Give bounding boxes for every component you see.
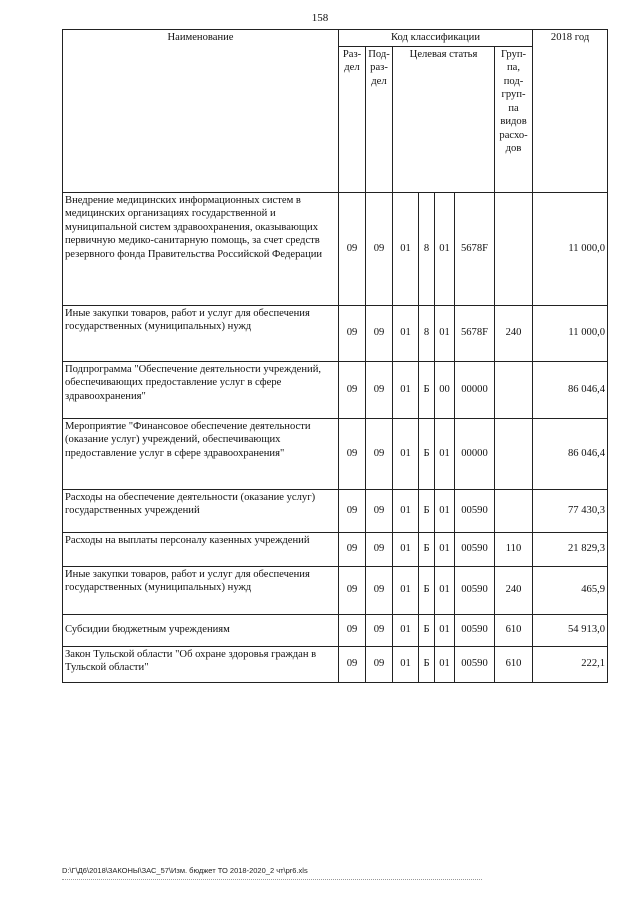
row-target-direction: 00590 [455,614,495,646]
table-row [63,646,608,682]
row-podrazdel: 09 [366,489,393,532]
row-target-program: 01 [393,532,419,566]
row-target-subprogram: Б [419,566,435,614]
table-row [63,305,608,361]
row-target-direction: 00000 [455,418,495,489]
header-group: Груп-па, под-груп-па видов расхо-дов [495,46,533,192]
row-group [495,418,533,489]
row-group [495,489,533,532]
row-target-direction: 00590 [455,646,495,682]
row-amount: 222,1 [533,646,608,682]
row-razdel: 09 [339,566,366,614]
row-target-event: 01 [435,532,455,566]
footer-divider [62,879,482,881]
table-row [63,614,608,646]
row-target-program: 01 [393,489,419,532]
row-group: 240 [495,566,533,614]
row-target-program: 01 [393,192,419,305]
row-name: Субсидии бюджетным учреждениям [63,614,339,646]
row-target-event: 00 [435,361,455,418]
row-group: 610 [495,614,533,646]
row-razdel: 09 [339,532,366,566]
header-year: 2018 год [533,30,608,193]
row-amount: 21 829,3 [533,532,608,566]
row-target-program: 01 [393,566,419,614]
header-name: Наименование [63,30,339,193]
row-target-subprogram: Б [419,646,435,682]
row-name: Подпрограмма "Обеспечение деятельности учреждений, обеспечивающих предоставление услуг в сфере здравоохранения" [63,361,339,418]
row-podrazdel: 09 [366,418,393,489]
row-name: Иные закупки товаров, работ и услуг для обеспечения государственных (муниципальных) нужд [63,566,339,614]
row-podrazdel: 09 [366,614,393,646]
table-row [63,418,608,489]
row-razdel: 09 [339,646,366,682]
row-amount: 54 913,0 [533,614,608,646]
row-group: 610 [495,646,533,682]
row-name: Расходы на выплаты персоналу казенных учреждений [63,532,339,566]
row-name: Мероприятие "Финансовое обеспечение деятельности (оказание услуг) учреждений, обеспечивающих предоставление услуг в сфере здравоохранения" [63,418,339,489]
row-target-subprogram: 8 [419,305,435,361]
row-group [495,361,533,418]
row-razdel: 09 [339,305,366,361]
header-razdel: Раз-дел [339,46,366,192]
row-target-program: 01 [393,614,419,646]
row-target-subprogram: Б [419,361,435,418]
row-group [495,192,533,305]
row-razdel: 09 [339,192,366,305]
table-row [63,532,608,566]
row-amount: 11 000,0 [533,192,608,305]
header-target: Целевая статья [393,46,495,192]
row-target-subprogram: Б [419,489,435,532]
row-target-program: 01 [393,646,419,682]
row-amount: 86 046,4 [533,361,608,418]
table-row [63,192,608,305]
row-podrazdel: 09 [366,192,393,305]
row-group: 110 [495,532,533,566]
row-target-direction: 00000 [455,361,495,418]
row-razdel: 09 [339,418,366,489]
row-target-event: 01 [435,646,455,682]
row-target-subprogram: Б [419,614,435,646]
row-target-event: 01 [435,305,455,361]
row-amount: 77 430,3 [533,489,608,532]
row-target-direction: 00590 [455,489,495,532]
row-target-direction: 00590 [455,566,495,614]
row-podrazdel: 09 [366,532,393,566]
row-target-event: 01 [435,614,455,646]
row-target-program: 01 [393,361,419,418]
row-group: 240 [495,305,533,361]
row-target-program: 01 [393,305,419,361]
table-row [63,361,608,418]
row-name: Расходы на обеспечение деятельности (оказание услуг) государственных учреждений [63,489,339,532]
row-target-program: 01 [393,418,419,489]
row-target-direction: 5678F [455,192,495,305]
row-podrazdel: 09 [366,646,393,682]
row-target-event: 01 [435,418,455,489]
row-name: Закон Тульской области "Об охране здоровья граждан в Тульской области" [63,646,339,682]
file-path-footer: D:\Г\Д6\2018\ЗАКОНЫ\ЗАС_57\Изм. бюджет ТО 2018-2020_2 чт\pr6.xls [62,866,308,875]
budget-table [62,29,608,683]
row-target-subprogram: Б [419,418,435,489]
row-podrazdel: 09 [366,566,393,614]
row-razdel: 09 [339,614,366,646]
row-amount: 11 000,0 [533,305,608,361]
row-target-event: 01 [435,566,455,614]
row-name: Внедрение медицинских информационных систем в медицинских организациях государственной и муниципальной систем здравоохранения, оказывающих первичную медико-санитарную помощь, за счет средств резервного фонда Правительства Российской Федерации [63,192,339,305]
row-target-subprogram: 8 [419,192,435,305]
row-amount: 465,9 [533,566,608,614]
table-row [63,489,608,532]
table-row [63,566,608,614]
header-podrazdel: Под-раз-дел [366,46,393,192]
row-target-direction: 5678F [455,305,495,361]
row-podrazdel: 09 [366,361,393,418]
row-name: Иные закупки товаров, работ и услуг для обеспечения государственных (муниципальных) нужд [63,305,339,361]
row-target-subprogram: Б [419,532,435,566]
row-target-event: 01 [435,489,455,532]
row-amount: 86 046,4 [533,418,608,489]
row-razdel: 09 [339,489,366,532]
header-code: Код классификации [339,30,533,47]
row-razdel: 09 [339,361,366,418]
page-number: 158 [311,12,329,24]
row-target-direction: 00590 [455,532,495,566]
row-target-event: 01 [435,192,455,305]
row-podrazdel: 09 [366,305,393,361]
